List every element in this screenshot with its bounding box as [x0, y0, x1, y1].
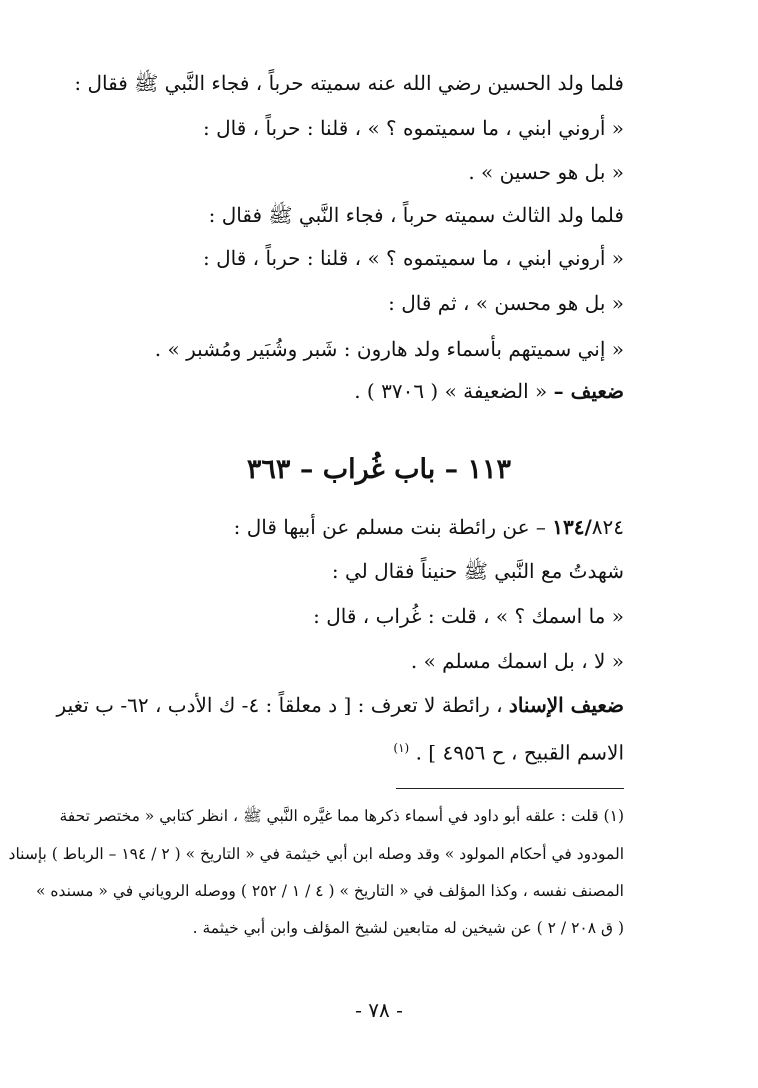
body-line-1: فلما ولد الحسين رضي الله عنه سميته حرباً ، فجاء النَّبي ﷺ فقال : [74, 71, 624, 95]
footnote-ref: (١) [393, 741, 410, 755]
footnote-divider [396, 788, 624, 789]
hadith-intro-line [234, 512, 624, 542]
hadith-line-3: « لا ، بل اسمك مسلم » . [410, 649, 624, 673]
body-line-3: « بل هو حسين » . [468, 160, 624, 184]
hadith-line-1: شهدتُ مع النَّبي ﷺ حنيناً فقال لي : [331, 559, 624, 583]
footnote-line-3: المصنف نفسه ، وكذا المؤلف في « التاريخ » ( ٤ / ١ / ٢٥٢ ) ووصله الروياني في « مسنده » [36, 882, 624, 900]
verdict-text: « الضعيفة » ( ٣٧٠٦ ) . [354, 379, 548, 403]
hadith-intro: – عن رائطة بنت مسلم عن أبيها قال : [233, 515, 553, 539]
hadith-number-rest: ٨٢٤ [591, 515, 624, 539]
grade-text-2: الاسم القبيح ، ح ٤٩٥٦ ] . [415, 740, 624, 765]
verdict-label: ضعيف – [553, 379, 624, 403]
grade-line-2 [66, 733, 624, 768]
body-line-2: « أروني ابني ، ما سميتموه ؟ » ، قلنا : حرباً ، قال : [203, 116, 624, 140]
footnote-line-4: ( ق ٢٠٨ / ٢ ) عن شيخين له متابعين لشيخ المؤلف وابن أبي خيثمة . [192, 919, 624, 937]
chapter-title: ١١٣ – باب غُراب – ٣٦٣ [246, 454, 512, 485]
hadith-number: ١٣٤/ [552, 515, 592, 539]
hadith-line-2: « ما اسمك ؟ » ، قلت : غُراب ، قال : [313, 604, 624, 628]
footnote-line-2: المودود في أحكام المولود » وقد وصله ابن أبي خيثمة في « التاريخ » ( ٢ / ١٩٤ – الرباط ) بإسناد [8, 845, 624, 863]
page-number: - ٧٨ - [355, 998, 403, 1022]
grade-label: ضعيف الإسناد [508, 693, 624, 717]
grade-text: ، رائطة لا تعرف : [ د معلقاً : ٤- ك الأدب ، ٦٢- ب تغير [56, 693, 509, 717]
body-line-6: « بل هو محسن » ، ثم قال : [388, 291, 624, 315]
body-line-4: فلما ولد الثالث سميته حرباً ، فجاء النَّبي ﷺ فقال : [208, 203, 624, 227]
body-line-5: « أروني ابني ، ما سميتموه ؟ » ، قلنا : حرباً ، قال : [203, 246, 624, 270]
body-line-7: « إني سميتهم بأسماء ولد هارون : شَبر وشُبَير ومُشبر » . [154, 337, 624, 361]
footnote-line-1: (١) قلت : علقه أبو داود في أسماء ذكرها مما غيَّره النَّبي ﷺ ، انظر كتابي « مختصر تحفة [59, 807, 624, 825]
verdict-line [354, 376, 624, 406]
grade-line [56, 690, 624, 720]
